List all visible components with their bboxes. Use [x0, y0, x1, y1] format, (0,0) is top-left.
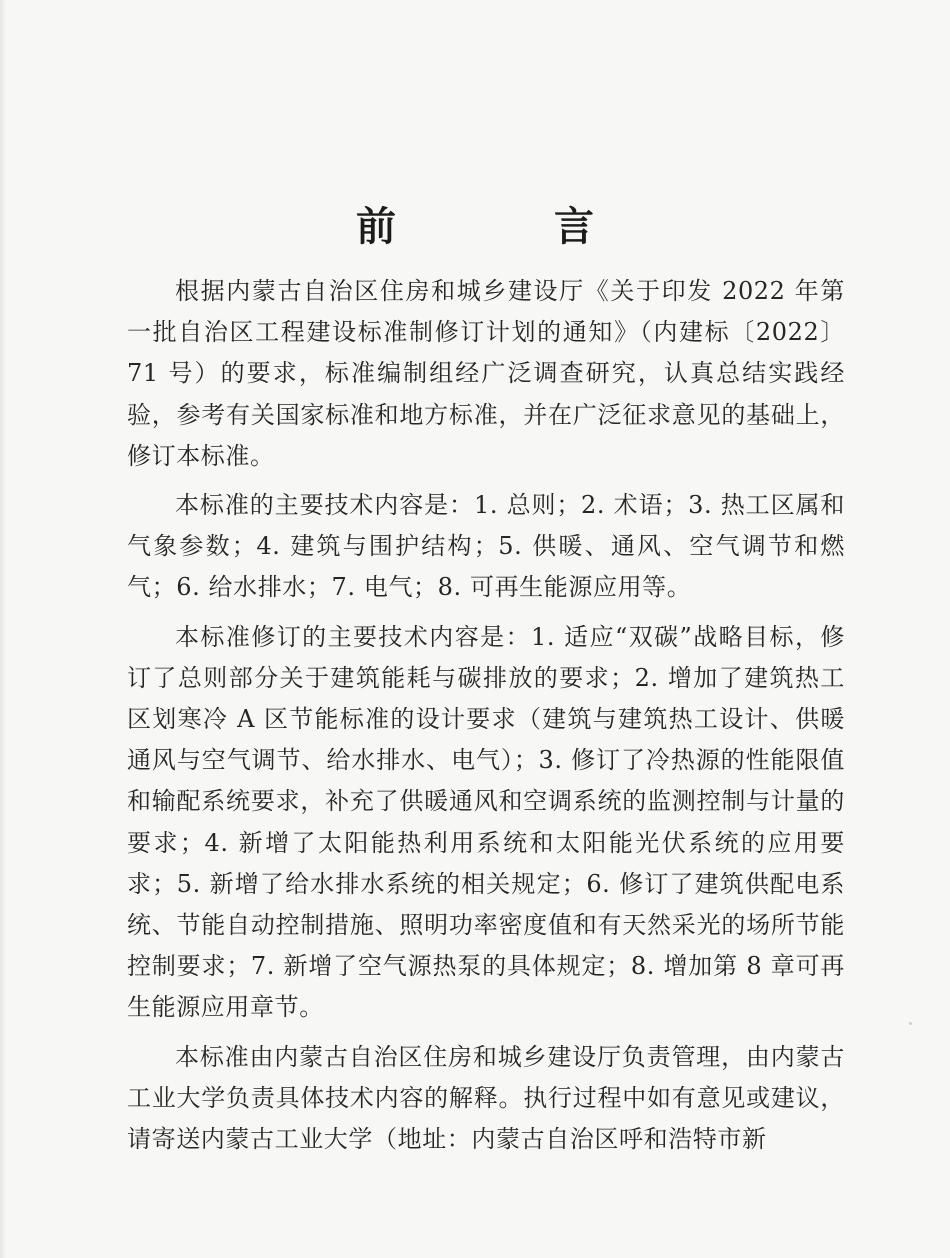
paragraph-2: 本标准的主要技术内容是：1. 总则；2. 术语；3. 热工区属和气象参数；4. 建筑与围护结构；5. 供暖、通风、空气调节和燃气；6. 给水排水；7. 电气；8. 可再生能源应用等。 [127, 491, 845, 602]
paragraph-1: 根据内蒙古自治区住房和城乡建设厅《关于印发 2022 年第一批自治区工程建设标准制修订计划的通知》（内建标〔2022〕71 号）的要求，标准编制组经广泛调查研究，认真总结实践经验，参考有关国家标准和地方标准，并在广泛征求意见的基础上，修订本标准。 [127, 277, 845, 470]
preface-body [127, 271, 845, 1168]
scan-speck [909, 1022, 912, 1025]
page-title: 前 言 [356, 202, 666, 250]
paragraph-3: 本标准修订的主要技术内容是：1. 适应“双碳”战略目标，修订了总则部分关于建筑能耗与碳排放的要求；2. 增加了建筑热工区划寒冷 A 区节能标准的设计要求（建筑与建筑热工设计、供暖通风与空气调节、给水排水、电气）；3. 修订了冷热源的性能限值和输配系统要求，补充了供暖通风和空调系统的监测控制与计量的要求；4. 新增了太阳能热利用系统和太阳能光伏系统的应用要求；5. 新增了给水排水系统的相关规定；6. 修订了建筑供配电系统、节能自动控制措施、照明功率密度值和有天然采光的场所节能控制要求；7. 新增了空气源热泵的具体规定；8. 增加第 8 章可再生能源应用章节。 [127, 622, 845, 1022]
page-edge-shadow [0, 0, 6, 1258]
paragraph-4: 本标准由内蒙古自治区住房和城乡建设厅负责管理，由内蒙古工业大学负责具体技术内容的解释。执行过程中如有意见或建议，请寄送内蒙古工业大学（地址：内蒙古自治区呼和浩特市新 [127, 1042, 845, 1154]
